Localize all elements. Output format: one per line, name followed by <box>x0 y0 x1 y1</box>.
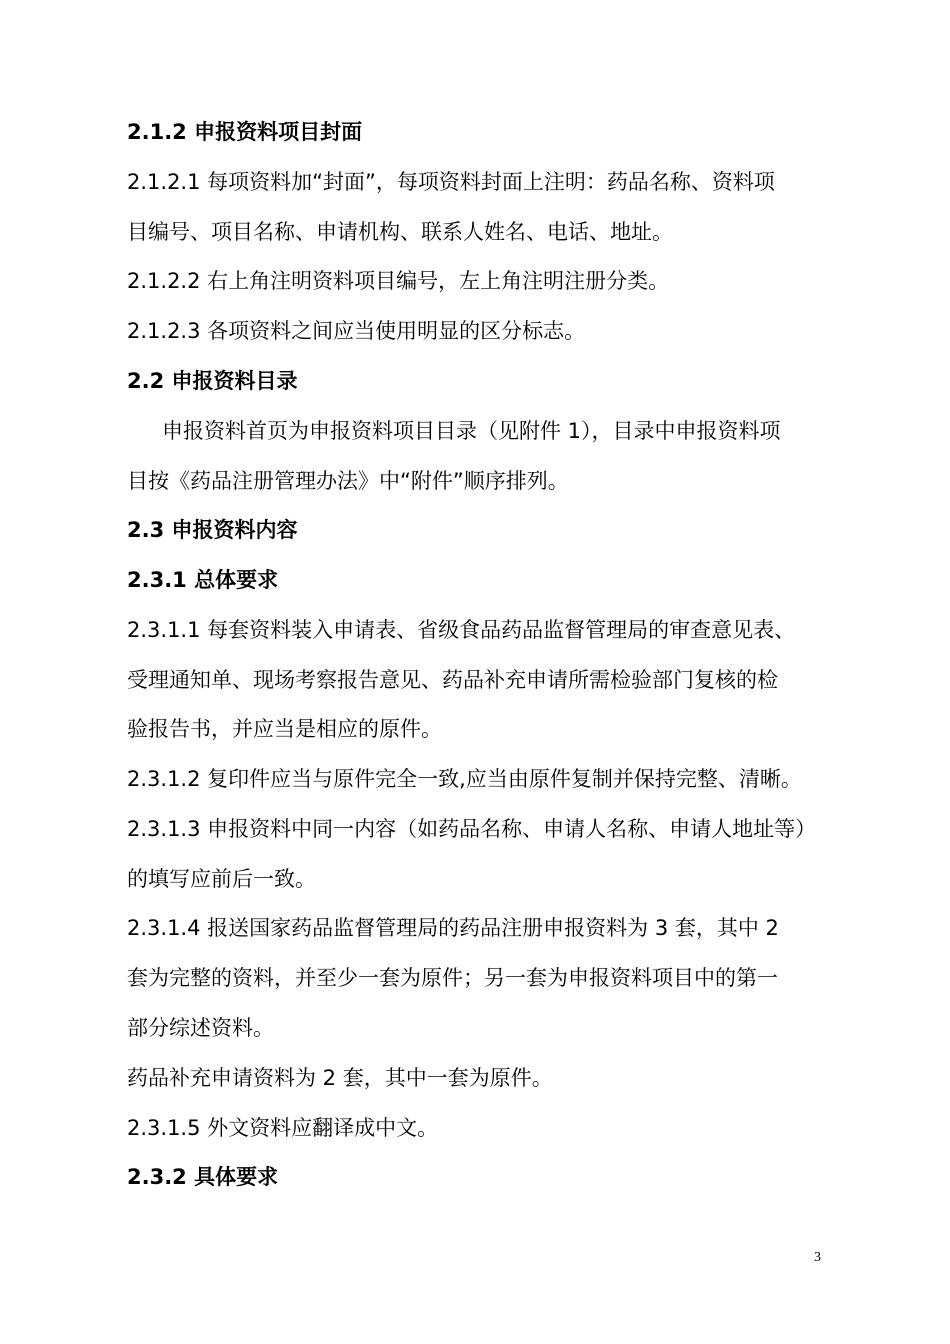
paragraph-line: 申报资料首页为申报资料项目目录（见附件 1），目录中申报资料项 <box>162 419 781 443</box>
paragraph-line: 套为完整的资料，并至少一套为原件；另一套为申报资料项目中的第一 <box>127 966 778 990</box>
paragraph-line: 部分综述资料。 <box>127 1016 274 1040</box>
paragraph-line: 2.3.1.3 申报资料中同一内容（如药品名称、申请人名称、申请人地址等） <box>127 817 817 841</box>
section-heading-2-3-2: 2.3.2 具体要求 <box>127 1165 279 1189</box>
paragraph-line: 2.3.1.1 每套资料装入申请表、省级食品药品监督管理局的审查意见表、 <box>127 618 796 642</box>
paragraph-line: 目按《药品注册管理办法》中“附件”顺序排列。 <box>127 469 569 493</box>
paragraph-line: 受理通知单、现场考察报告意见、药品补充申请所需检验部门复核的检 <box>127 668 778 692</box>
paragraph-line: 2.1.2.1 每项资料加“封面”，每项资料封面上注明：药品名称、资料项 <box>127 170 775 194</box>
paragraph-line: 2.1.2.2 右上角注明资料项目编号，左上角注明注册分类。 <box>127 269 670 293</box>
paragraph-line: 验报告书，并应当是相应的原件。 <box>127 717 442 741</box>
paragraph-line: 药品补充申请资料为 2 套，其中一套为原件。 <box>127 1066 553 1090</box>
section-heading-2-2: 2.2 申报资料目录 <box>127 369 298 393</box>
paragraph-line: 2.1.2.3 各项资料之间应当使用明显的区分标志。 <box>127 319 586 343</box>
paragraph-line: 2.3.1.2 复印件应当与原件完全一致,应当由原件复制并保持完整、清晰。 <box>127 767 802 791</box>
section-heading-2-3-1: 2.3.1 总体要求 <box>127 568 279 592</box>
paragraph-line: 目编号、项目名称、申请机构、联系人姓名、电话、地址。 <box>127 220 673 244</box>
paragraph-line: 2.3.1.4 报送国家药品监督管理局的药品注册申报资料为 3 套，其中 2 <box>127 916 779 940</box>
paragraph-line: 2.3.1.5 外文资料应翻译成中文。 <box>127 1116 439 1140</box>
paragraph-line: 的填写应前后一致。 <box>127 867 316 891</box>
page-number: 3 <box>814 1250 821 1265</box>
section-heading-2-3: 2.3 申报资料内容 <box>127 518 298 542</box>
section-heading-2-1-2: 2.1.2 申报资料项目封面 <box>127 120 363 144</box>
